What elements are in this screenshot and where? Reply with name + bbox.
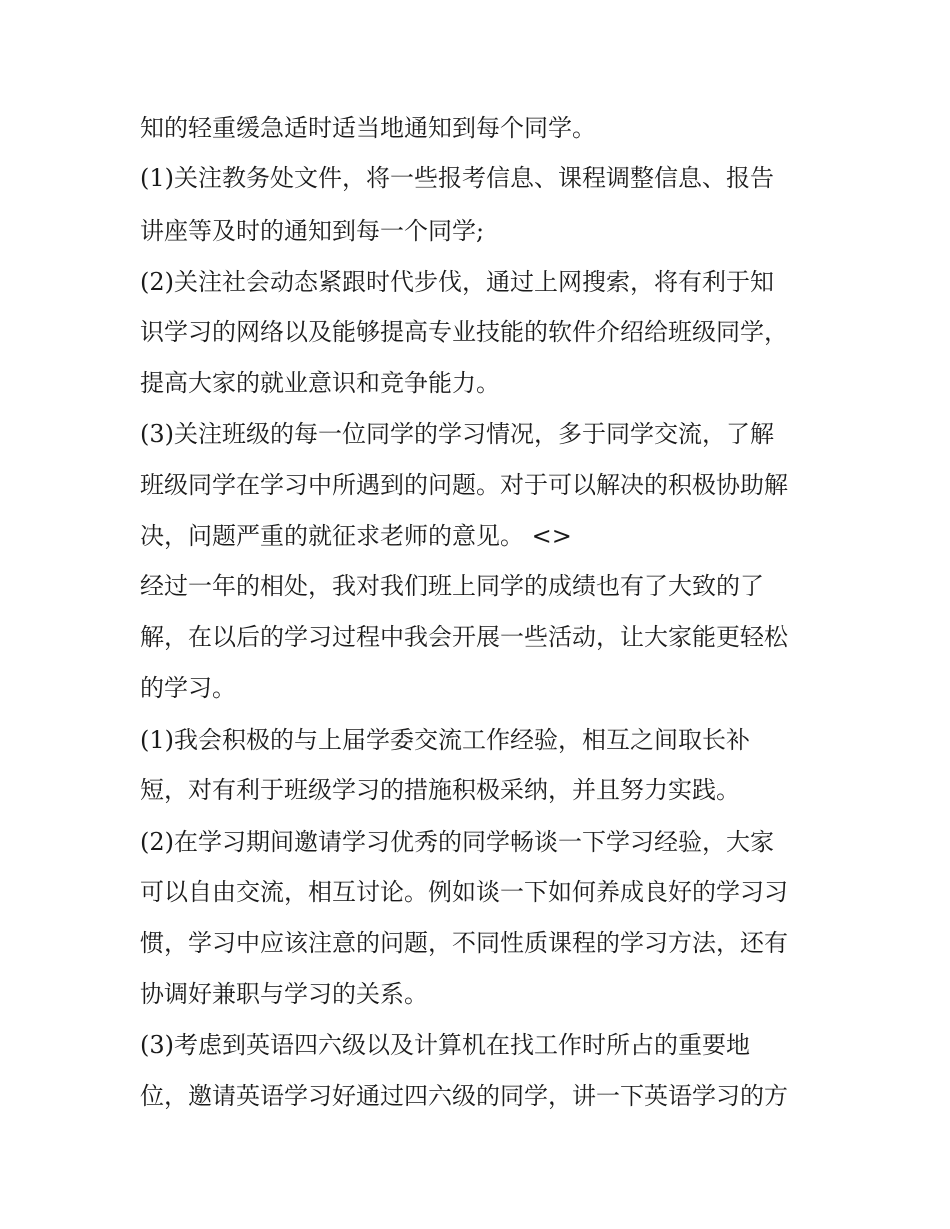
text-line: 决，问题严重的就征求老师的意见。 <> [140, 522, 572, 550]
text-line: 识学习的网络以及能够提高专业技能的软件介绍给班级同学， [140, 318, 788, 346]
text-line: 知的轻重缓急适时适当地通知到每个同学。 [140, 114, 596, 142]
text-line: 的学习。 [140, 674, 236, 702]
text-line: 惯，学习中应该注意的问题，不同性质课程的学习方法，还有 [140, 929, 788, 957]
text-line: 协调好兼职与学习的关系。 [140, 980, 428, 1008]
text-line: 讲座等及时的通知到每一个同学; [140, 217, 485, 245]
text-line: (1)我会积极的与上届学委交流工作经验，相互之间取长补 [140, 726, 750, 754]
text-line: 班级同学在学习中所遇到的问题。对于可以解决的积极协助解 [140, 471, 788, 499]
text-line: 可以自由交流，相互讨论。例如谈一下如何养成良好的学习习 [140, 878, 788, 906]
text-line: 经过一年的相处，我对我们班上同学的成绩也有了大致的了 [140, 572, 764, 600]
text-line: (3)关注班级的每一位同学的学习情况，多于同学交流，了解 [140, 420, 774, 448]
text-line: (3)考虑到英语四六级以及计算机在找工作时所占的重要地 [140, 1031, 750, 1059]
text-line: 位，邀请英语学习好通过四六级的同学，讲一下英语学习的方 [140, 1082, 788, 1110]
text-line: 解，在以后的学习过程中我会开展一些活动，让大家能更轻松 [140, 623, 788, 651]
text-line: (2)在学习期间邀请学习优秀的同学畅谈一下学习经验，大家 [140, 828, 774, 856]
text-line: 提高大家的就业意识和竞争能力。 [140, 369, 500, 397]
text-line: (1)关注教务处文件，将一些报考信息、课程调整信息、报告 [140, 164, 774, 192]
text-line: 短，对有利于班级学习的措施积极采纳，并且努力实践。 [140, 776, 740, 804]
text-line: (2)关注社会动态紧跟时代步伐，通过上网搜索，将有利于知 [140, 268, 774, 296]
